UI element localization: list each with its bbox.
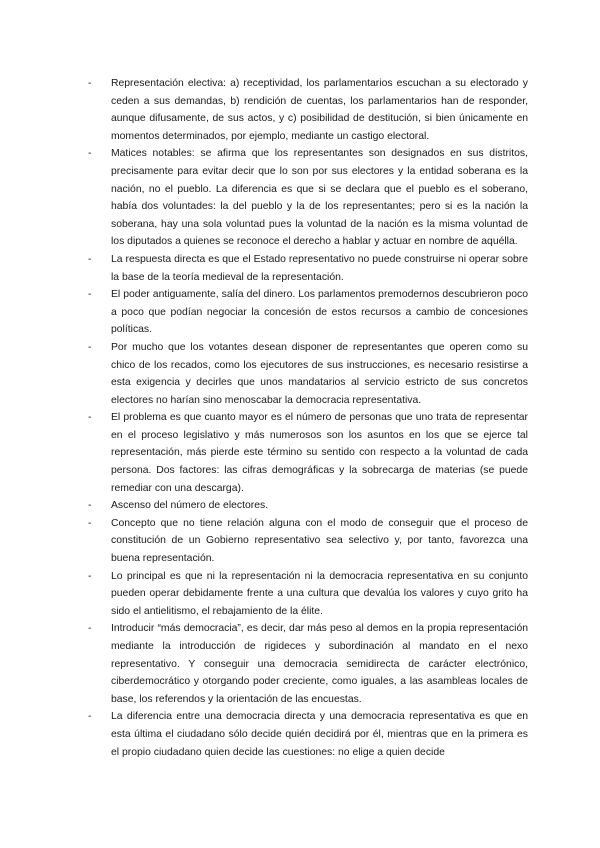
bullet-text: Representación electiva: a) receptividad, los parlamentarios escuchan a su electorado y ceden a sus demandas, b) rendición de cuentas, los parlamentarios han de responder, aunque difusamente, de sus actos, y c) posibilidad de destitución, si bien únicamente en momentos determinados, por ejemplo, mediante un castigo electoral. bbox=[111, 78, 528, 142]
bullet-item bbox=[88, 409, 528, 497]
bullet-dash: - bbox=[88, 412, 92, 424]
bullet-dash: - bbox=[88, 517, 92, 529]
bullet-item bbox=[88, 145, 528, 251]
bullet-text: Por mucho que los votantes desean disponer de representantes que operen como su chico de los recados, como los ejecutores de sus instrucciones, es necesario resistirse a esta exigencia y decirles que unos mandatarios al servicio estricto de sus concretos electores no harían sino menoscabar la democracia representativa. bbox=[111, 341, 528, 406]
bullet-list bbox=[88, 75, 528, 761]
bullet-item bbox=[88, 568, 528, 621]
bullet-text: Matices notables: se afirma que los representantes son designados en sus distritos, precisamente para evitar decir que lo son por sus electores y la entidad soberana es la nación, no el pueblo. La diferencia es que si se declara que el pueblo es el soberano, había dos voluntades: la del pueblo y la de los representantes; pero si es la nación la soberana, hay una sola voluntad pues la voluntad de la nación es la misma voluntad de los diputados a quienes se reconoce el derecho a hablar y actuar en nombre de aquélla. bbox=[111, 148, 528, 248]
bullet-dash: - bbox=[88, 289, 92, 301]
bullet-text: Concepto que no tiene relación alguna con el modo de conseguir que el proceso de constitución de un Gobierno representativo sea selectivo y, por tanto, favorezca una buena representación. bbox=[111, 517, 528, 565]
bullet-dash: - bbox=[88, 78, 92, 89]
bullet-text: Introducir “más democracia”, es decir, dar más peso al demos en la propia representación mediante la introducción de rigideces y subordinación al mandato en el nexo representativo. Y conseguir una democracia semidirecta de carácter electrónico, ciberdemocrático y otorgando poder creciente, como iguales, a las asambleas locales de base, los referendos y la orientación de las encuestas. bbox=[111, 623, 528, 705]
bullet-dash: - bbox=[88, 341, 92, 353]
bullet-dash: - bbox=[88, 253, 92, 265]
bullet-item bbox=[88, 620, 528, 708]
bullet-item bbox=[88, 708, 528, 761]
bullet-dash: - bbox=[88, 623, 92, 635]
bullet-text: El problema es que cuanto mayor es el número de personas que uno trata de representar en el proceso legislativo y más numerosos son los asuntos en los que se ejerce tal representación, más pierde este término su sentido con respecto a la voluntad de cada persona. Dos factores: las cifras demográficas y la sobrecarga de materias (se puede remediar con una descarga). bbox=[111, 412, 528, 494]
bullet-item bbox=[88, 286, 528, 339]
bullet-item bbox=[88, 515, 528, 568]
bullet-text: La respuesta directa es que el Estado representativo no puede construirse ni operar sobre la base de la teoría medieval de la representación. bbox=[111, 253, 528, 283]
bullet-item bbox=[88, 75, 528, 145]
bullet-text: Lo principal es que ni la representación ni la democracia representativa en su conjunto pueden operar debidamente frente a una cultura que devalúa los valores y cuyo grito ha sido el antielitismo, el rebajamiento de la élite. bbox=[111, 570, 528, 617]
bullet-text: El poder antiguamente, salía del dinero. Los parlamentos premodernos descubrieron poco a poco que podían negociar la concesión de estos recursos a cambio de concesiones políticas. bbox=[111, 289, 528, 336]
bullet-dash: - bbox=[88, 148, 92, 160]
bullet-item bbox=[88, 251, 528, 286]
bullet-dash: - bbox=[88, 500, 92, 512]
bullet-text: La diferencia entre una democracia directa y una democracia representativa es que en esta última el ciudadano sólo decide quién decidirá por él, mientras que en la primera es el propio ciudadano quien decide las cuestiones: no elige a quien decide bbox=[111, 711, 528, 758]
bullet-item bbox=[88, 497, 528, 515]
bullet-dash: - bbox=[88, 570, 92, 582]
bullet-item bbox=[88, 339, 528, 409]
bullet-dash: - bbox=[88, 711, 92, 723]
bullet-text: Ascenso del número de electores. bbox=[111, 500, 269, 512]
